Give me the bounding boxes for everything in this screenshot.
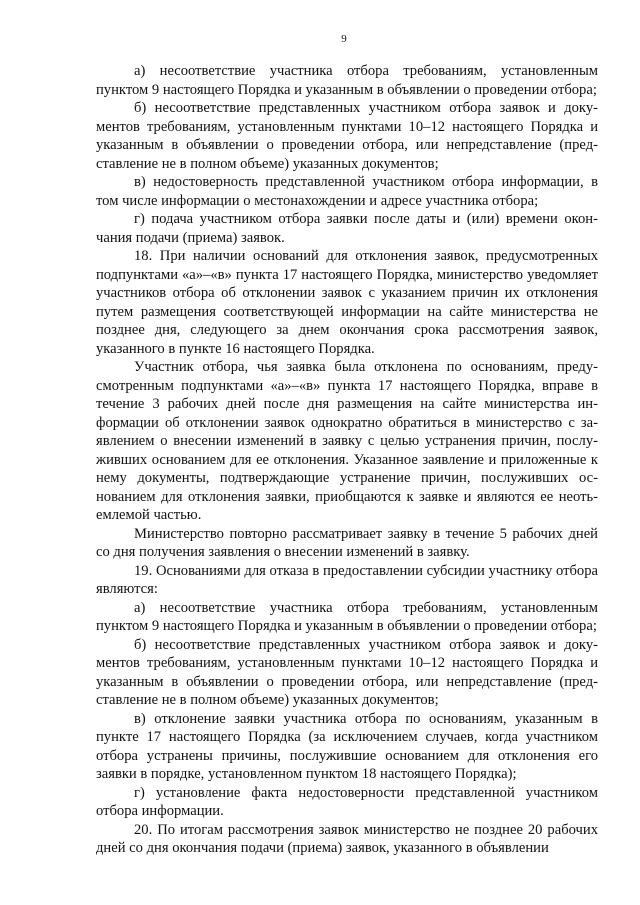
- paragraph-19b: б) несоответствие представленных участником отбора заявок и документов требованиям, установленным пунктами 10–12 настоящего Порядка и указанным в объявлении о проведении отбора, или непредставление (представление не в полном объеме) указанных документов;: [96, 636, 598, 708]
- paragraph-18-resubmission: Участник отбора, чья заявка была отклонена по основаниям, предусмотренным подпунктами «а»–«в» пункта 17 настоящего Порядка, вправе в течение 3 рабочих дней после дня размещения на сайте министерства информации об отклонении заявок однократно обратиться в министерство с заявлением о внесении изменений в заявку с целью устранения причин, послуживших основанием для ее отклонения. Указанное заявление и приложенные к нему документы, подтверждающие устранение причин, послуживших основанием для отклонения заявки, приобщаются к заявке и являются ее неотьемлемой частью.: [96, 359, 598, 523]
- paragraph-19: 19. Основаниями для отказа в предоставлении субсидии участнику отбора являются:: [96, 562, 598, 597]
- paragraph-19a: а) несоответствие участника отбора требованиям, установленным пунктом 9 настоящего Порядка и указанным в объявлении о проведении отбора;: [96, 599, 598, 634]
- paragraph-17g: г) подача участником отбора заявки после даты и (или) времени окончания подачи (приема) заявок.: [96, 211, 598, 246]
- paragraph-18-review: Министерство повторно рассматривает заявку в течение 5 рабочих дней со дня получения заявления о внесении изменений в заявку.: [96, 525, 598, 560]
- paragraph-19g: г) установление факта недостоверности представленной участником отбора информации.: [96, 784, 598, 819]
- paragraph-17b: б) несоответствие представленных участником отбора заявок и документов требованиям, установленным пунктами 10–12 настоящего Порядка и указанным в объявлении о проведении отбора, или непредставление (представление не в полном объеме) указанных документов;: [96, 100, 598, 172]
- paragraph-19v: в) отклонение заявки участника отбора по основаниям, указанным в пункте 17 настоящего Порядка (за исключением случаев, когда участником отбора устранены причины, послужившие основанием для отклонения его заявки в порядке, установленном пунктом 18 настоящего Порядка);: [96, 710, 598, 782]
- page-number: 9: [341, 33, 347, 45]
- paragraph-18: 18. При наличии оснований для отклонения заявок, предусмотренных подпунктами «а»–«в» пункта 17 настоящего Порядка, министерство уведомляет участников отбора об отклонении заявок с указанием причин их отклонения путем размещения соответствующей информации на сайте министерства не позднее дня, следующего за днем окончания срока рассмотрения заявок, указанного в пункте 16 настоящего Порядка.: [96, 248, 598, 357]
- paragraph-20: 20. По итогам рассмотрения заявок министерство не позднее 20 рабочих дней со дня окончания подачи (приема) заявок, указанного в объявлении: [96, 821, 598, 856]
- paragraph-17v: в) недостоверность представленной участником отбора информации, в том числе информации о местонахождении и адресе участника отбора;: [96, 174, 598, 209]
- paragraph-17a: а) несоответствие участника отбора требованиям, установленным пунктом 9 настоящего Порядка и указанным в объявлении о проведении отбора;: [96, 63, 598, 98]
- document-body: [96, 62, 598, 858]
